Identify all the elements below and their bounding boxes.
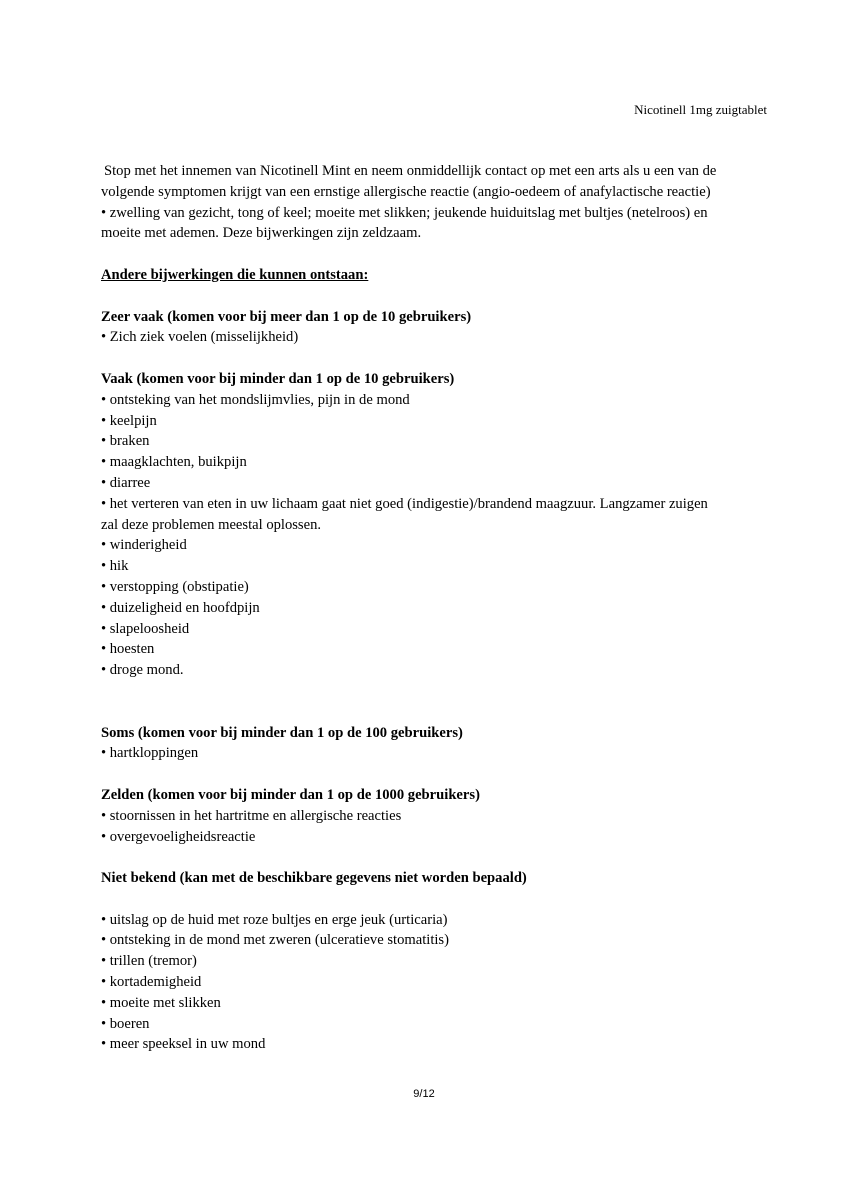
page-number: 9/12 — [413, 1088, 435, 1100]
list-item: • moeite met slikken — [101, 994, 221, 1011]
list-very-common — [101, 327, 771, 348]
list-item: • ontsteking van het mondslijmvlies, pijn in de mond — [101, 391, 410, 408]
list-item: • het verteren van eten in uw lichaam gaat niet goed (indigestie)/brandend maagzuur. Langzamer zuigen — [101, 495, 708, 512]
heading-uncommon: Soms (komen voor bij minder dan 1 op de 100 gebruikers) — [101, 724, 463, 741]
list-uncommon — [101, 743, 771, 764]
list-item: • meer speeksel in uw mond — [101, 1036, 266, 1053]
list-common — [101, 390, 771, 681]
list-rare — [101, 806, 771, 848]
intro-line-2: volgende symptomen krijgt van een ernstige allergische reactie (angio-oedeem of anafylactische reactie) — [101, 183, 711, 200]
spacer — [101, 244, 771, 265]
list-item: • winderigheid — [101, 537, 187, 554]
list-item: • hik — [101, 558, 129, 575]
intro-bullet-line-1: • zwelling van gezicht, tong of keel; moeite met slikken; jeukende huiduitslag met bultjes (netelroos) en — [101, 204, 708, 221]
list-item-continuation: zal deze problemen meestal oplossen. — [101, 516, 322, 533]
list-item: • hoesten — [101, 641, 155, 658]
spacer — [101, 348, 771, 369]
spacer — [101, 681, 771, 723]
spacer — [101, 889, 771, 910]
spacer — [101, 847, 771, 868]
document-body — [101, 161, 771, 1055]
list-item: • stoornissen in het hartritme en allergische reacties — [101, 807, 402, 824]
list-item: • droge mond. — [101, 662, 184, 679]
heading-common: Vaak (komen voor bij minder dan 1 op de 10 gebruikers) — [101, 370, 455, 387]
intro-bullet-line-2: moeite met ademen. Deze bijwerkingen zijn zeldzaam. — [101, 225, 422, 242]
list-item: • duizeligheid en hoofdpijn — [101, 599, 260, 616]
list-item: • keelpijn — [101, 412, 157, 429]
list-item: • diarree — [101, 474, 151, 491]
list-item: • Zich ziek voelen (misselijkheid) — [101, 329, 299, 346]
list-item: • overgevoeligheidsreactie — [101, 828, 256, 845]
list-item: • boeren — [101, 1015, 150, 1032]
spacer — [101, 286, 771, 307]
list-unknown — [101, 910, 771, 1056]
heading-rare: Zelden (komen voor bij minder dan 1 op de 1000 gebruikers) — [101, 786, 480, 803]
list-item: • trillen (tremor) — [101, 953, 197, 970]
list-item: • ontsteking in de mond met zweren (ulceratieve stomatitis) — [101, 932, 449, 949]
list-item: • kortademigheid — [101, 974, 202, 991]
list-item: • verstopping (obstipatie) — [101, 578, 249, 595]
heading-very-common: Zeer vaak (komen voor bij meer dan 1 op de 10 gebruikers) — [101, 308, 472, 325]
list-item: • hartkloppingen — [101, 745, 199, 762]
list-item: • braken — [101, 433, 150, 450]
running-header: Nicotinell 1mg zuigtablet — [634, 102, 767, 117]
section-heading-other-side-effects: Andere bijwerkingen die kunnen ontstaan: — [101, 266, 369, 283]
intro-line-1: Stop met het innemen van Nicotinell Mint en neem onmiddellijk contact op met een arts als u een van de — [104, 163, 717, 179]
spacer — [101, 764, 771, 785]
list-item: • uitslag op de huid met roze bultjes en erge jeuk (urticaria) — [101, 911, 448, 928]
list-item: • slapeloosheid — [101, 620, 190, 637]
heading-unknown: Niet bekend (kan met de beschikbare gegevens niet worden bepaald) — [101, 870, 527, 887]
list-item: • maagklachten, buikpijn — [101, 454, 247, 471]
